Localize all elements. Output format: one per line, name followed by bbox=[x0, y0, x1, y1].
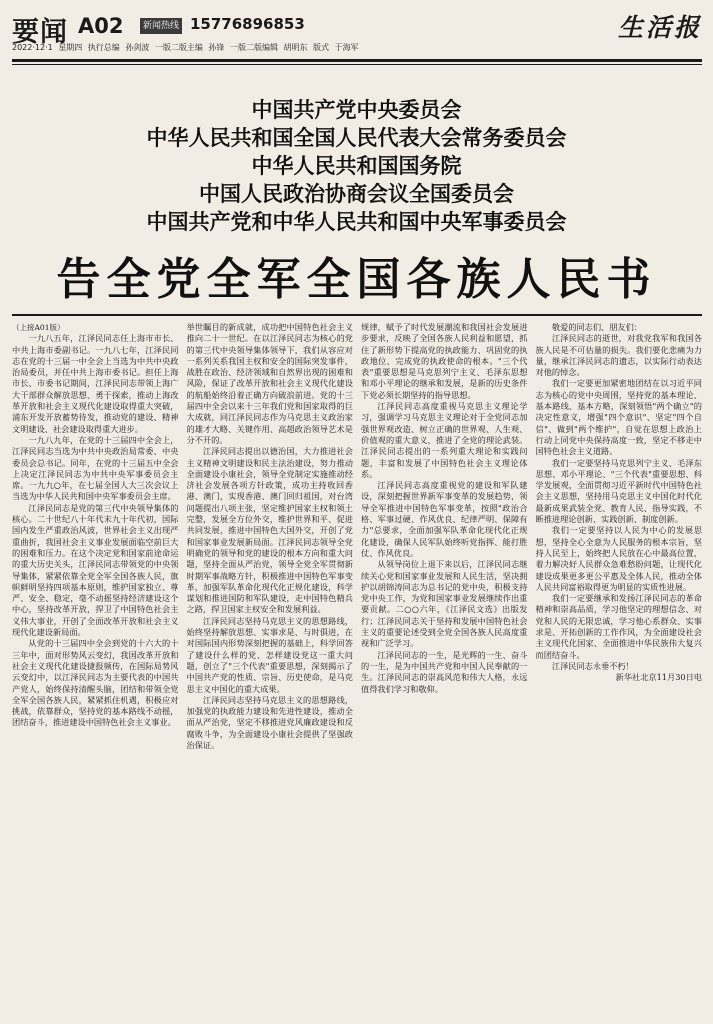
section-number: A02 bbox=[78, 14, 124, 38]
issuer-line: 中华人民共和国全国人民代表大会常务委员会 bbox=[146, 125, 567, 150]
issuer-line: 中国共产党中央委员会 bbox=[251, 97, 462, 122]
article-column bbox=[12, 322, 179, 1006]
article-column bbox=[536, 322, 703, 1006]
headline: 告全党全军全国各族人民书 bbox=[56, 254, 657, 305]
paragraph: 江泽民同志高度重视党的建设和军队建设，深刻把握世界新军事变革的发展趋势，领导全军推进中国特色军事变革，按照"政治合格、军事过硬、作风优良、纪律严明、保障有力"总要求，全面加强军队革命化现代化正规化建设，确保人民军队始终听党指挥、能打胜仗、作风优良。 bbox=[361, 480, 528, 558]
article-column bbox=[361, 322, 528, 1006]
hotline-number: 15776896853 bbox=[190, 15, 305, 33]
paragraph: 我们一定要坚持马克思列宁主义、毛泽东思想、邓小平理论、"三个代表"重要思想、科学发展观，全面贯彻习近平新时代中国特色社会主义思想，坚持用马克思主义中国化时代化最新成果武装全党、教育人民、指导实践，不断推进理论创新、实践创新、制度创新。 bbox=[535, 457, 702, 525]
paragraph: 江泽民同志坚持马克思主义的思想路线，加强党的执政能力建设和先进性建设，推动全面从严治党，坚定不移推进党风廉政建设和反腐败斗争，为全面建设小康社会提供了坚强政治保证。 bbox=[186, 694, 353, 750]
paragraph: 从领导岗位上退下来以后，江泽民同志继续关心党和国家事业发展和人民生活，坚决拥护以胡锦涛同志为总书记的党中央，积极支持党中央工作，为党和国家事业发展继续作出重要贡献。二○○六年，《江泽民文选》出版发行；江泽民同志关于坚持和发展中国特色社会主义的重要论述受到全党全国各族人民高度重视和广泛学习。 bbox=[361, 559, 528, 649]
paragraph: 江泽民同志永垂不朽！ bbox=[551, 660, 634, 671]
hotline-tag: 新闻热线 bbox=[140, 18, 182, 34]
paragraph: 敬爱的同志们、朋友们： bbox=[551, 322, 642, 332]
article-body bbox=[12, 322, 702, 1006]
paragraph: 规律，赋予了时代发展潮流和我国社会发展进步要求，反映了全国各族人民利益和愿望，抓住了新形势下提高党的执政能力、巩固党的执政地位、完成党的执政使命的根本。"三个代表"重要思想是马克思列宁主义、毛泽东思想和邓小平理论的继承和发展，是新的历史条件下党必须长期坚持的指导思想。 bbox=[361, 322, 528, 400]
paragraph: 我们一定要继承和发扬江泽民同志的革命精神和崇高品质，学习他坚定的理想信念、对党和人民的无限忠诚，学习他心系群众、实事求是、开拓创新的工作作风，为全面建设社会主义现代化国家、全面推进中华民族伟大复兴而团结奋斗。 bbox=[535, 593, 702, 660]
issuer-list bbox=[0, 96, 713, 236]
paragraph: 江泽民同志提出以德治国，大力推进社会主义精神文明建设和民主法治建设，努力推动全面建设小康社会，领导全党制定实施推动经济社会发展各项方针政策，成功主持收回香港、澳门，实现香港、澳门回归祖国，对台湾问题提出八项主张，坚定维护国家主权和领土完整，发展全方位外交，维护世界和平、促进共同发展，推进中国特色大国外交，开创了党和国家事业发展新局面。江泽民同志领导全党明确党的领导和党的建设的根本方向和重大问题，坚持全面从严治党，领导全党全军贯彻新时期军事战略方针，积极推进中国特色军事变革，加强军队革命化现代化正规化建设，科学谋划和推进国防和军队建设，走中国特色精兵之路，捍卫国家主权安全和发展利益。 bbox=[186, 446, 353, 615]
issuer-line: 中国人民政治协商会议全国委员会 bbox=[199, 181, 514, 206]
masthead-rule bbox=[12, 59, 702, 62]
paragraph: 一九八九年，在党的十三届四中全会上，江泽民同志当选为中共中央政治局常委、中央委员会总书记。同年，在党的十三届五中全会上决定江泽民同志为中共中央军事委员会主席。一九九○年，在七届全国人大三次会议上当选为中华人民共和国中央军事委员会主席。 bbox=[12, 434, 179, 502]
paragraph: 我们一定要坚持以人民为中心的发展思想，坚持全心全意为人民服务的根本宗旨，坚持人民至上，始终把人民放在心中最高位置，着力解决好人民群众急难愁盼问题，让现代化建设成果更多更公平惠及全体人民，推动全体人民共同富裕取得更为明显的实质性进展。 bbox=[535, 525, 702, 592]
dateline: 新华社北京11月30日电 bbox=[615, 672, 702, 683]
masthead-rule-thin bbox=[12, 64, 702, 65]
article-column bbox=[187, 322, 354, 1006]
paragraph: 一九八五年，江泽民同志任上海市市长、中共上海市委副书记。一九八七年，江泽民同志在党的十三届一中全会上当选为中共中央政治局委员，并任中共上海市委书记。担任上海市长、市委书记期间，江泽民同志带领上海广大干部群众解放思想、勇于探索，推动上海改革开放和社会主义现代化建设取得重大突破，浦东开发开放蓄势待发，推动党的建设、精神文明建设、社会建设取得重大进步。 bbox=[12, 333, 179, 434]
paragraph: 江泽民同志的逝世，对我党我军和我国各族人民是不可估量的损失。我们要化悲痛为力量，继承江泽民同志的遗志，以实际行动表达对他的悼念。 bbox=[535, 333, 702, 378]
edition-meta: 2022·12·1 星期四 执行总编 孙剑波 一版二版主编 孙锋 一版二版编辑 胡明东 版式 于海军 bbox=[12, 43, 359, 52]
paragraph: 江泽民同志是党的第三代中央领导集体的核心。二十世纪八十年代末九十年代初，国际国内发生严重政治风波，世界社会主义出现严重曲折，我国社会主义事业发展面临空前巨大的困难和压力。在这个决定党和国家前途命运的重大历史关头，江泽民同志带领党的中央领导集体，紧紧依靠全党全军全国各族人民，旗帜鲜明坚持四项基本原则，维护国家独立、尊严、安全、稳定，毫不动摇坚持经济建设这个中心，坚持改革开放，捍卫了中国特色社会主义伟大事业，开创了全面改革开放和社会主义现代化建设新局面。 bbox=[12, 502, 179, 638]
section-title: 要闻 bbox=[12, 17, 68, 48]
paragraph: 江泽民同志高度重视马克思主义理论学习，强调学习马克思主义理论对于全党同志加强世界观改造、树立正确的世界观、人生观、价值观的重大意义，推进了全党的理论武装。江泽民同志提出的一系列重大理论和实践问题，丰富和发展了中国特色社会主义理论体系。 bbox=[361, 401, 528, 479]
paragraph: 江泽民同志坚持马克思主义的思想路线，始终坚持解放思想、实事求是、与时俱进，在对国际国内形势深刻把握的基础上，科学回答了建设什么样的党、怎样建设党这一重大问题，创立了"三个代表"重要思想，深刻揭示了中国共产党的性质、宗旨、历史使命，是马克思主义中国化的重大成果。 bbox=[186, 615, 353, 694]
paragraph: 江泽民同志的一生，是光辉的一生、奋斗的一生，是为中国共产党和中国人民奉献的一生。江泽民同志的崇高风范和伟大人格，永远值得我们学习和敬仰。 bbox=[361, 649, 528, 694]
continuation-note: （上接A01版） bbox=[12, 323, 65, 332]
issuer-line: 中华人民共和国国务院 bbox=[251, 153, 462, 178]
paragraph: 举世瞩目的新成就，成功把中国特色社会主义推向二十一世纪。在以江泽民同志为核心的党的第三代中央领导集体领导下，我们从容应对一系列关系我国主权和安全的国际突发事件，战胜在政治、经济领域和自然界出现的困难和风险，保证了改革开放和社会主义现代化建设的航船始终沿着正确方向破浪前进。党的十三届四中全会以来十三年我们党和国家取得的巨大成就，同江泽民同志作为马克思主义政治家的雄才大略、关键作用、高超政治领导艺术是分不开的。 bbox=[186, 322, 353, 445]
paragraph: 从党的十三届四中全会到党的十六大的十三年中，面对形势风云变幻，我国改革开放和社会主义现代化建设捷报频传，在国际局势风云变幻中，以江泽民同志为主要代表的中国共产党人，始终保持清醒头脑，团结和带领全党全军全国各族人民，紧紧抓住机遇，积极应对挑战，依靠群众，坚持党的基本路线不动摇，团结奋斗，推进建设中国特色社会主义事业。 bbox=[12, 638, 179, 728]
issuer-line: 中国共产党和中华人民共和国中央军事委员会 bbox=[146, 209, 567, 234]
paper-logo: 生活报 bbox=[617, 13, 702, 42]
headline-rule bbox=[12, 314, 702, 316]
paragraph: 我们一定要更加紧密地团结在以习近平同志为核心的党中央周围，坚持党的基本理论、基本路线、基本方略，深刻领悟"两个确立"的决定性意义，增强"四个意识"、坚定"四个自信"、做到"两个维护"，自觉在思想上政治上行动上同党中央保持高度一致，坚定不移走中国特色社会主义道路。 bbox=[535, 378, 702, 457]
masthead bbox=[12, 8, 702, 56]
